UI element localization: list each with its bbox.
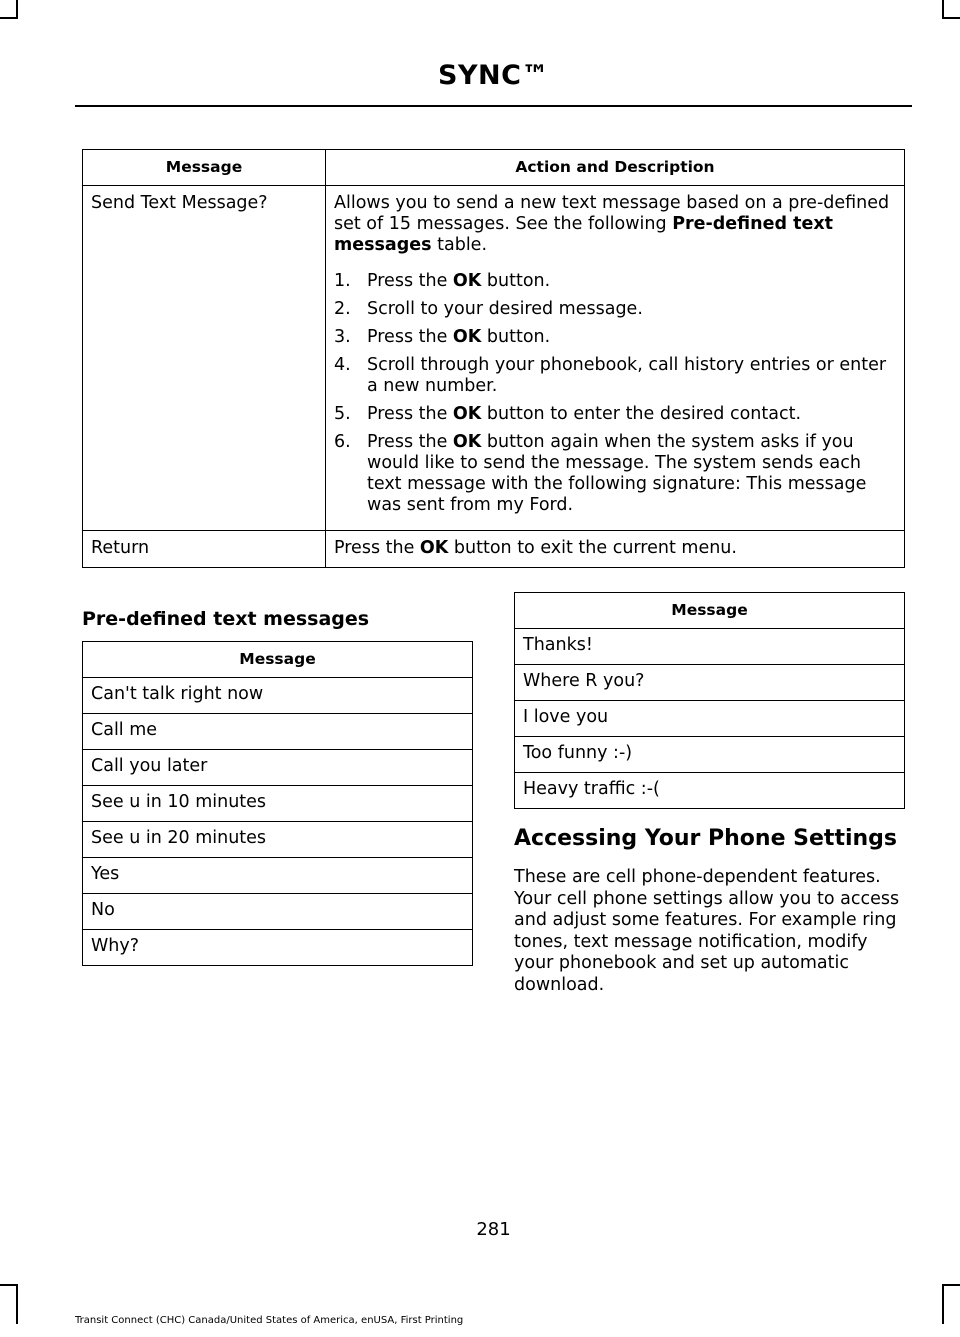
step-number: 5.: [334, 404, 351, 424]
message-cell: Call me: [83, 714, 473, 750]
column-header-action: Action and Description: [326, 150, 905, 186]
crop-mark: [942, 1284, 944, 1324]
list-item: [334, 271, 900, 292]
step-text: Scroll to your desired message.: [367, 299, 643, 319]
list-item: [334, 432, 900, 516]
message-cell: No: [83, 894, 473, 930]
table-row: [83, 531, 905, 568]
step-number: 6.: [334, 432, 351, 452]
step-text: Press the OK button.: [367, 327, 551, 347]
step-number: 1.: [334, 271, 351, 291]
step-number: 2.: [334, 299, 351, 319]
table-header-row: [83, 642, 473, 678]
column-header-message: Message: [83, 642, 473, 678]
message-cell: Where R you?: [515, 665, 905, 701]
step-text: Press the OK button to enter the desired contact.: [367, 404, 802, 424]
message-cell: Return: [83, 531, 326, 568]
table-row: [83, 678, 473, 714]
header-rule: [75, 105, 912, 107]
message-cell: See u in 20 minutes: [83, 822, 473, 858]
table-row: [515, 737, 905, 773]
table-row: [83, 858, 473, 894]
step-text: Press the OK button.: [367, 271, 551, 291]
crop-mark: [944, 17, 960, 19]
list-item: [334, 327, 900, 348]
table-reference: Pre-defined text messages: [334, 214, 833, 255]
message-cell: Too funny :-): [515, 737, 905, 773]
list-item: [334, 355, 900, 397]
table-row: [515, 701, 905, 737]
crop-mark: [16, 1284, 18, 1324]
page-number: 281: [476, 1219, 511, 1240]
table-row: [83, 186, 905, 531]
message-cell: Can't talk right now: [83, 678, 473, 714]
step-text: Scroll through your phonebook, call history entries or enter a new number.: [367, 355, 887, 396]
table-row: [83, 822, 473, 858]
crop-mark: [16, 0, 18, 19]
intro-text-end: table.: [431, 235, 488, 255]
list-item: [334, 404, 900, 425]
table-row: [83, 894, 473, 930]
table-row: [83, 750, 473, 786]
access-settings-heading: Accessing Your Phone Settings: [514, 826, 898, 851]
table-row: [83, 786, 473, 822]
table-row: [515, 665, 905, 701]
intro-text: Allows you to send a new text message based on a pre-defined set of 15 messages. See the following: [334, 193, 890, 234]
table-row: [83, 930, 473, 966]
description-intro: [334, 193, 900, 256]
message-cell: Call you later: [83, 750, 473, 786]
crop-mark: [944, 1284, 960, 1286]
step-text: Press the OK button again when the system asks if you would like to send the message. The system sends each text message with the following signature: This message was sent from my Ford.: [367, 432, 867, 515]
access-settings-body: These are cell phone-dependent features. Your cell phone settings allow you to access and adjust some features. For example ring tones, text message notification, modify your phonebook and set up automatic download.: [514, 867, 900, 995]
message-cell: Yes: [83, 858, 473, 894]
crop-mark: [0, 17, 16, 19]
table-header-row: [515, 593, 905, 629]
table-row: [83, 714, 473, 750]
column-header-message: Message: [515, 593, 905, 629]
list-item: [334, 299, 900, 320]
crop-mark: [0, 1284, 16, 1286]
predefined-messages-table-right: [514, 592, 905, 809]
step-number: 3.: [334, 327, 351, 347]
table-row: [515, 773, 905, 809]
message-cell: Heavy traffic :-(: [515, 773, 905, 809]
message-cell: See u in 10 minutes: [83, 786, 473, 822]
step-number: 4.: [334, 355, 351, 375]
column-header-message: Message: [83, 150, 326, 186]
message-cell: Send Text Message?: [83, 186, 326, 531]
message-cell: Thanks!: [515, 629, 905, 665]
message-action-table: [82, 149, 905, 568]
section-heading: Pre-defined text messages: [82, 608, 370, 630]
description-cell: [326, 186, 905, 531]
table-header-row: [83, 150, 905, 186]
footer-text: Transit Connect (CHC) Canada/United States of America, enUSA, First Printing: [75, 1315, 464, 1326]
steps-list: [334, 271, 900, 516]
table-row: [515, 629, 905, 665]
page-header-title: SYNC™: [438, 60, 549, 91]
description-cell: Press the OK button to exit the current menu.: [326, 531, 905, 568]
message-cell: Why?: [83, 930, 473, 966]
predefined-messages-table-left: [82, 641, 473, 966]
message-cell: I love you: [515, 701, 905, 737]
